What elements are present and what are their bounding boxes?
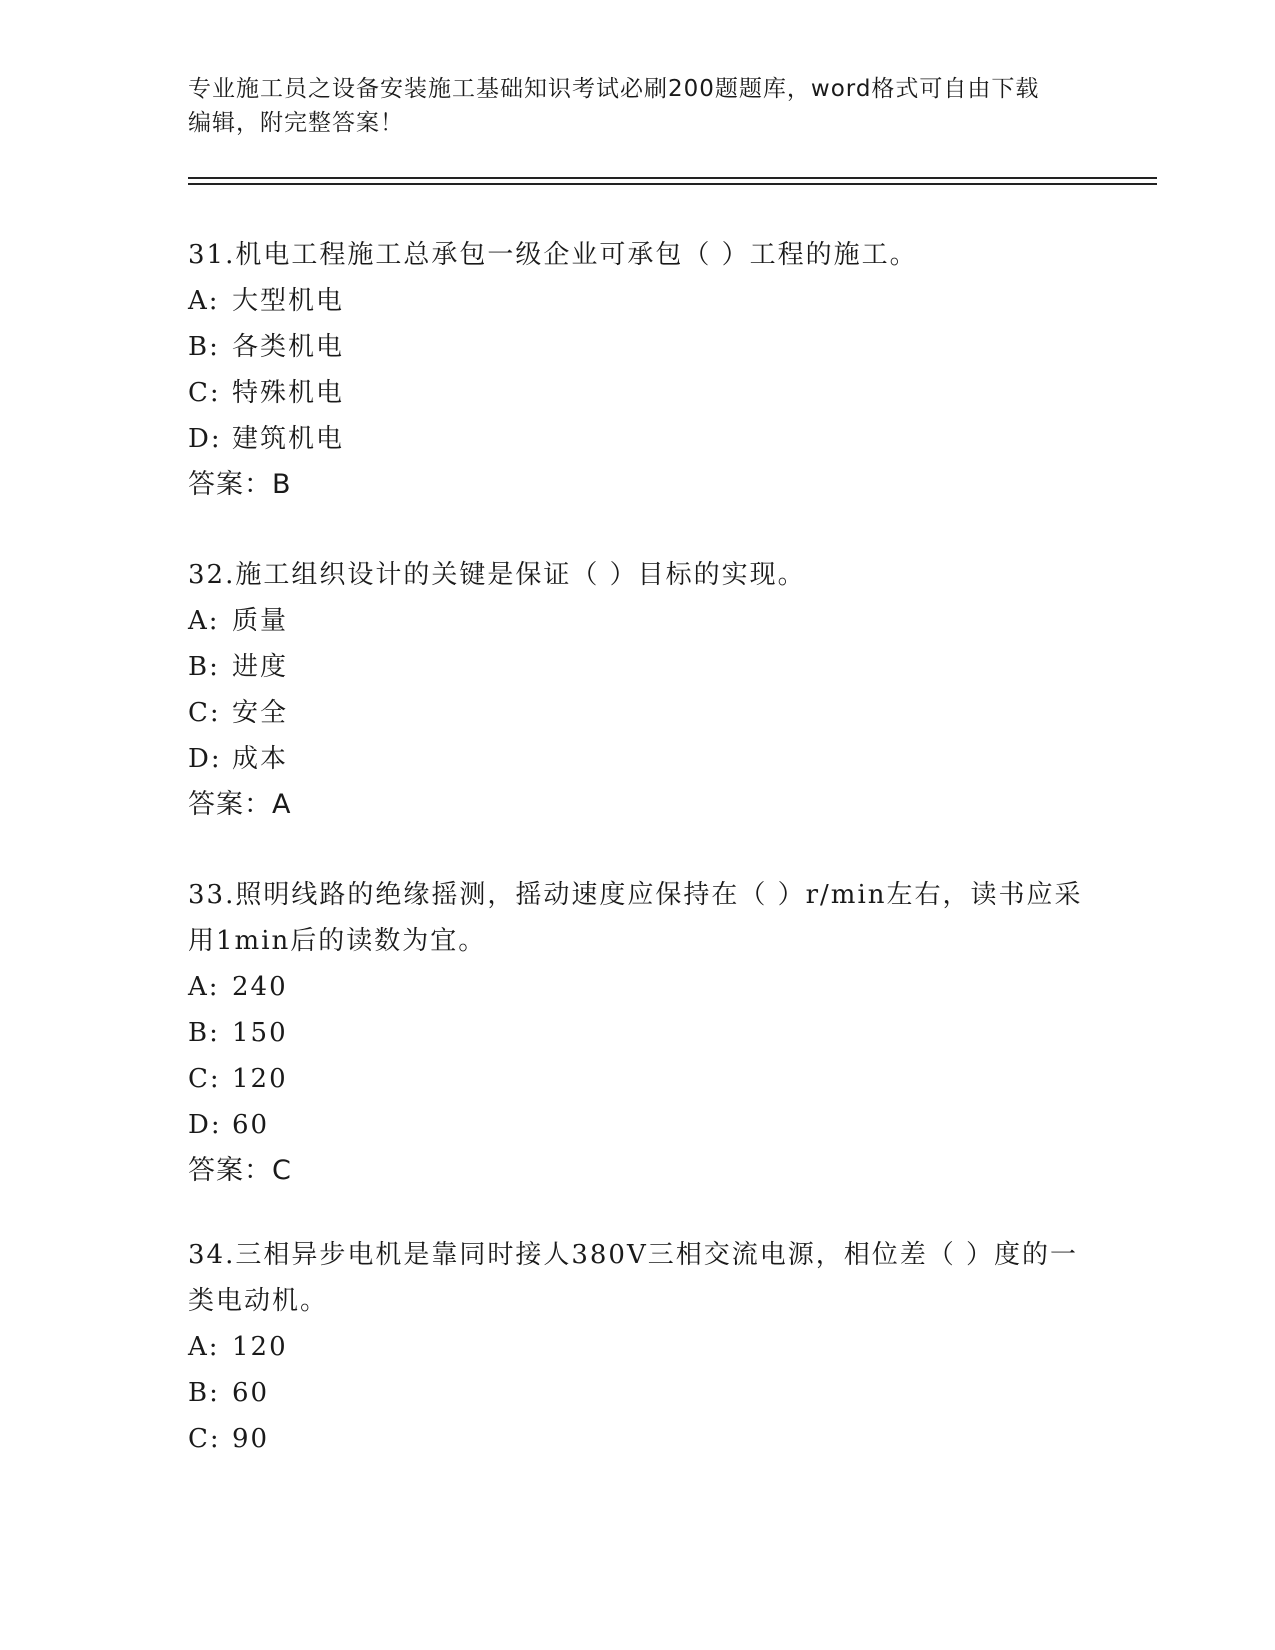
option-key: B: bbox=[188, 1018, 220, 1048]
option-value: 60 bbox=[232, 1110, 270, 1140]
option-value: 60 bbox=[232, 1378, 270, 1408]
option-b bbox=[188, 324, 1088, 370]
answer-line: 答案：B bbox=[188, 469, 292, 500]
option-key: C: bbox=[188, 378, 221, 408]
option-c bbox=[188, 1056, 1088, 1102]
option-c bbox=[188, 370, 1088, 416]
option-value: 240 bbox=[232, 972, 288, 1002]
document-header bbox=[188, 72, 1088, 140]
header-line-1: 专业施工员之设备安装施工基础知识考试必刷200题题库，word格式可自由下载 bbox=[188, 76, 1040, 102]
header-divider-bottom bbox=[188, 183, 1157, 185]
option-key: C: bbox=[188, 1424, 221, 1454]
option-value: 120 bbox=[232, 1332, 288, 1362]
option-b bbox=[188, 644, 1088, 690]
option-a bbox=[188, 1324, 1088, 1370]
option-key: A: bbox=[188, 286, 220, 316]
option-value: 各类机电 bbox=[232, 332, 345, 362]
question-34 bbox=[188, 1232, 1088, 1462]
option-value: 120 bbox=[232, 1064, 288, 1094]
answer-line: 答案：A bbox=[188, 789, 292, 820]
header-divider-top bbox=[188, 177, 1157, 179]
question-text: 32.施工组织设计的关键是保证（ ）目标的实现。 bbox=[188, 560, 806, 590]
option-b bbox=[188, 1010, 1088, 1056]
header-line-2: 编辑，附完整答案！ bbox=[188, 110, 404, 136]
option-value: 建筑机电 bbox=[232, 424, 345, 454]
answer-line: 答案：C bbox=[188, 1155, 292, 1186]
option-value: 150 bbox=[232, 1018, 288, 1048]
option-key: D: bbox=[188, 744, 222, 774]
option-d bbox=[188, 1102, 1088, 1148]
option-key: B: bbox=[188, 652, 220, 682]
option-key: D: bbox=[188, 424, 222, 454]
option-key: A: bbox=[188, 1332, 220, 1362]
option-a bbox=[188, 964, 1088, 1010]
question-text: 33.照明线路的绝缘摇测，摇动速度应保持在（ ）r/min左右，读书应采用1min后的读数为宜。 bbox=[188, 880, 1083, 956]
option-c bbox=[188, 1416, 1088, 1462]
option-key: D: bbox=[188, 1110, 222, 1140]
option-key: B: bbox=[188, 332, 220, 362]
option-value: 安全 bbox=[232, 698, 289, 728]
option-a bbox=[188, 278, 1088, 324]
option-value: 90 bbox=[232, 1424, 270, 1454]
option-key: A: bbox=[188, 606, 220, 636]
option-c bbox=[188, 690, 1088, 736]
option-value: 进度 bbox=[232, 652, 289, 682]
option-key: C: bbox=[188, 1064, 221, 1094]
question-32 bbox=[188, 552, 1088, 828]
question-text: 31.机电工程施工总承包一级企业可承包（ ）工程的施工。 bbox=[188, 240, 918, 270]
question-text: 34.三相异步电机是靠同时接人380V三相交流电源，相位差（ ）度的一类电动机。 bbox=[188, 1240, 1079, 1316]
question-31 bbox=[188, 232, 1088, 508]
option-value: 特殊机电 bbox=[232, 378, 345, 408]
option-d bbox=[188, 416, 1088, 462]
option-value: 质量 bbox=[232, 606, 289, 636]
option-key: C: bbox=[188, 698, 221, 728]
option-key: B: bbox=[188, 1378, 220, 1408]
option-d bbox=[188, 736, 1088, 782]
option-b bbox=[188, 1370, 1088, 1416]
option-value: 成本 bbox=[232, 744, 289, 774]
option-key: A: bbox=[188, 972, 220, 1002]
option-a bbox=[188, 598, 1088, 644]
option-value: 大型机电 bbox=[232, 286, 345, 316]
question-33 bbox=[188, 872, 1088, 1194]
